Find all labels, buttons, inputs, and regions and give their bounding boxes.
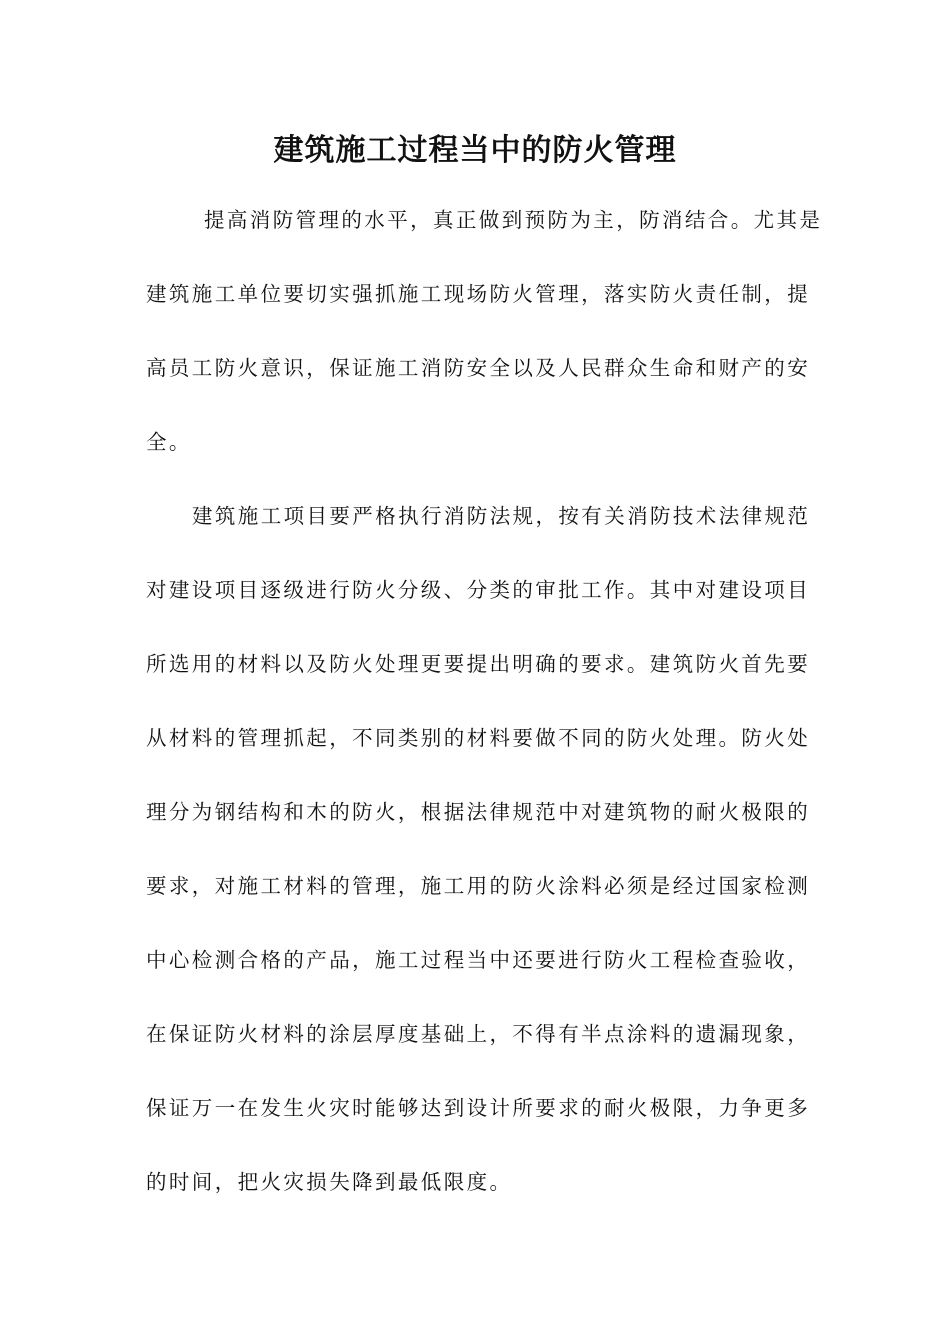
paragraph-1 (146, 195, 823, 491)
document-title: 建筑施工过程当中的防火管理 (273, 133, 677, 168)
paragraph-line: 要求，对施工材料的管理，施工用的防火涂料必须是经过国家检测 (146, 874, 811, 898)
paragraph-2 (146, 491, 811, 1231)
paragraph-line: 建筑施工单位要切实强抓施工现场防火管理，落实防火责任制，提 (146, 282, 811, 306)
paragraph-line: 理分为钢结构和木的防火，根据法律规范中对建筑物的耐火极限的 (146, 800, 811, 824)
paragraph-line: 从材料的管理抓起，不同类别的材料要做不同的防火处理。防火处 (146, 726, 811, 750)
paragraph-line: 建筑施工项目要严格执行消防法规，按有关消防技术法律规范 (192, 504, 811, 528)
paragraph-line: 全。 (146, 430, 192, 454)
document-body (146, 195, 823, 1231)
paragraph-line: 高员工防火意识，保证施工消防安全以及人民群众生命和财产的安 (146, 356, 811, 380)
paragraph-line: 所选用的材料以及防火处理更要提出明确的要求。建筑防火首先要 (146, 652, 811, 676)
paragraph-line: 在保证防火材料的涂层厚度基础上，不得有半点涂料的遗漏现象， (146, 1022, 811, 1046)
paragraph-line: 保证万一在发生火灾时能够达到设计所要求的耐火极限，力争更多 (146, 1096, 811, 1120)
paragraph-line: 中心检测合格的产品，施工过程当中还要进行防火工程检查验收， (146, 948, 811, 972)
paragraph-line: 的时间，把火灾损失降到最低限度。 (146, 1170, 513, 1194)
paragraph-line: 对建设项目逐级进行防火分级、分类的审批工作。其中对建设项目 (146, 578, 811, 602)
paragraph-line: 提高消防管理的水平，真正做到预防为主，防消结合。尤其是 (204, 208, 823, 232)
